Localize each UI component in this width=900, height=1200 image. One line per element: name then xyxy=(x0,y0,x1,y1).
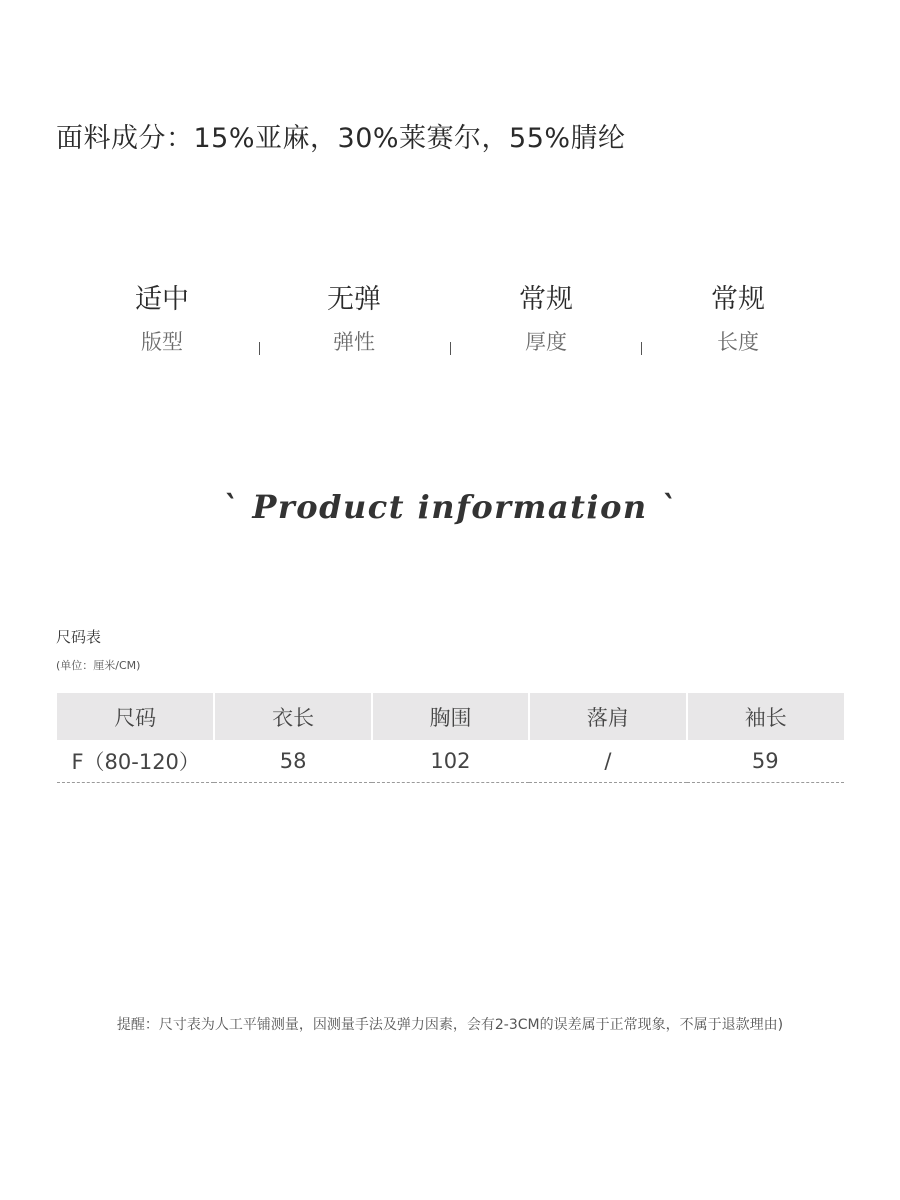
fabric-composition: 面料成分：15%亚麻，30%莱赛尔，55%腈纶 xyxy=(56,123,626,154)
table-cell-sleeve: 59 xyxy=(687,740,844,783)
attribute-value: 常规 xyxy=(519,284,573,315)
column-header-shoulder: 落肩 xyxy=(529,693,686,740)
column-header-size: 尺码 xyxy=(57,693,214,740)
measurement-reminder: 提醒：尺寸表为人工平铺测量，因测量手法及弹力因素，会有2-3CM的误差属于正常现象，不属于退款理由) xyxy=(116,1017,784,1033)
size-chart-unit: (单位：厘米/CM) xyxy=(56,659,141,672)
attribute-elasticity xyxy=(258,280,450,356)
size-table xyxy=(57,693,844,783)
column-header-length: 衣长 xyxy=(214,693,371,740)
table-cell-bust: 102 xyxy=(372,740,529,783)
table-row xyxy=(57,740,844,783)
attribute-label: 长度 xyxy=(717,330,759,354)
table-cell-size: F（80-120） xyxy=(57,740,214,783)
table-cell-shoulder: / xyxy=(529,740,686,783)
attribute-value: 适中 xyxy=(135,284,189,315)
column-header-bust: 胸围 xyxy=(372,693,529,740)
column-header-sleeve: 袖长 xyxy=(687,693,844,740)
attribute-label: 弹性 xyxy=(333,330,375,354)
table-header-row xyxy=(57,693,844,740)
attribute-value: 无弹 xyxy=(327,284,381,315)
size-chart-title: 尺码表 xyxy=(56,628,102,646)
attribute-label: 版型 xyxy=(141,330,183,354)
table-cell-length: 58 xyxy=(214,740,371,783)
product-attributes xyxy=(66,280,834,370)
attribute-length xyxy=(642,280,834,356)
attribute-value: 常规 xyxy=(711,284,765,315)
attribute-fit xyxy=(66,280,258,356)
attribute-thickness xyxy=(450,280,642,356)
product-information-heading: ` Product information ` xyxy=(222,488,678,526)
attribute-label: 厚度 xyxy=(525,330,567,354)
